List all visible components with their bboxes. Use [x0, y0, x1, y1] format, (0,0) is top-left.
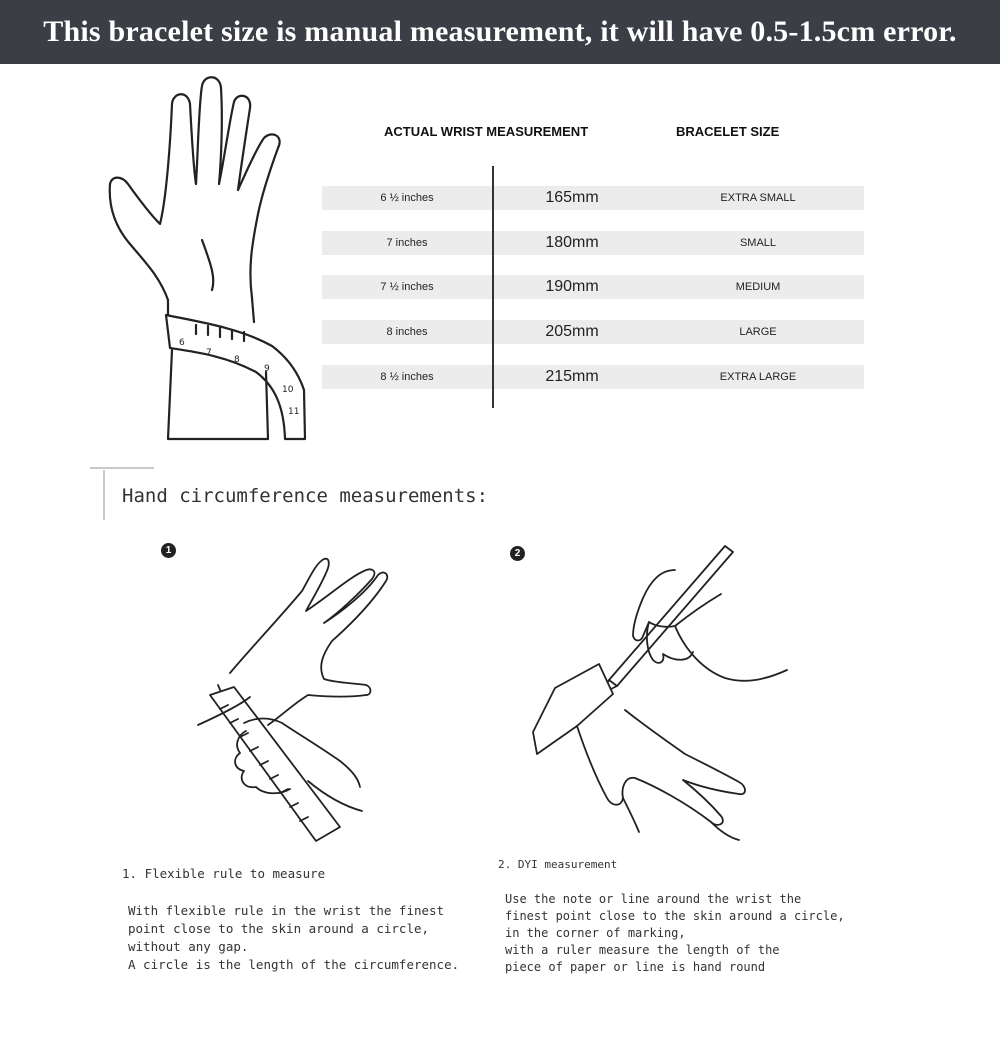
tape-tick-label: 9 — [264, 364, 270, 374]
tape-tick-label: 11 — [288, 407, 300, 417]
error-notice-text: This bracelet size is manual measurement, it will have 0.5-1.5cm error. — [43, 15, 957, 48]
step-2-caption: 2. DYI measurement — [498, 858, 618, 871]
size-row — [322, 231, 864, 255]
step-1-line: point close to the skin around a circle, — [128, 921, 430, 936]
wrist-inches: 6 ½ inches — [380, 192, 434, 204]
tape-tick-label: 8 — [234, 355, 240, 365]
size-row — [322, 275, 864, 299]
step-1-instructions — [128, 902, 459, 974]
step-2-line: Use the note or line around the wrist the — [505, 892, 802, 906]
step-2-line: with a ruler measure the length of the — [505, 943, 780, 957]
bracelet-size: EXTRA SMALL — [720, 192, 796, 204]
bracelet-size: SMALL — [739, 237, 777, 249]
step-1-line: A circle is the length of the circumference. — [128, 957, 460, 972]
wrist-mm: 180mm — [545, 234, 599, 251]
wrist-mm: 190mm — [545, 278, 599, 295]
step-2-instructions — [505, 891, 845, 976]
header-wrist-measurement: ACTUAL WRIST MEASUREMENT — [384, 124, 589, 139]
wrist-inches: 8 ½ inches — [380, 371, 434, 383]
step-1-line: With flexible rule in the wrist the finest — [128, 903, 445, 918]
wrist-inches: 7 inches — [386, 237, 428, 249]
tape-tick-label: 6 — [179, 338, 185, 348]
section-corner-mark — [90, 467, 154, 469]
step-1-line: without any gap. — [128, 939, 249, 954]
wrist-inches: 8 inches — [386, 326, 428, 338]
wrist-mm: 165mm — [545, 189, 599, 206]
size-row — [322, 365, 864, 389]
paper-strip-measure-illustration — [525, 540, 805, 845]
step-2-line: finest point close to the skin around a circle, — [505, 909, 845, 923]
step-2-line: in the corner of marking, — [505, 926, 686, 940]
hand-tape-measure-illustration — [100, 72, 320, 447]
size-row — [322, 320, 864, 344]
section-title: Hand circumference measurements: — [122, 485, 489, 507]
step-2-badge: 2 — [510, 546, 525, 561]
step-2-line: piece of paper or line is hand round — [505, 960, 766, 974]
step-1-badge: 1 — [161, 543, 176, 558]
bracelet-size: LARGE — [739, 326, 777, 338]
wrist-mm: 205mm — [545, 323, 599, 340]
bracelet-size: EXTRA LARGE — [719, 371, 797, 383]
tape-tick-label: 7 — [206, 348, 212, 358]
table-divider — [492, 166, 494, 408]
header-bracelet-size: BRACELET SIZE — [676, 124, 780, 139]
bracelet-size: MEDIUM — [735, 281, 781, 293]
step-1-caption: 1. Flexible rule to measure — [122, 866, 326, 881]
section-corner-mark — [103, 470, 105, 520]
flexible-rule-measure-illustration — [190, 555, 405, 850]
error-notice-banner — [0, 0, 1000, 64]
wrist-mm: 215mm — [545, 368, 599, 385]
size-row — [322, 186, 864, 210]
tape-tick-label: 10 — [282, 385, 294, 395]
wrist-inches: 7 ½ inches — [380, 281, 434, 293]
